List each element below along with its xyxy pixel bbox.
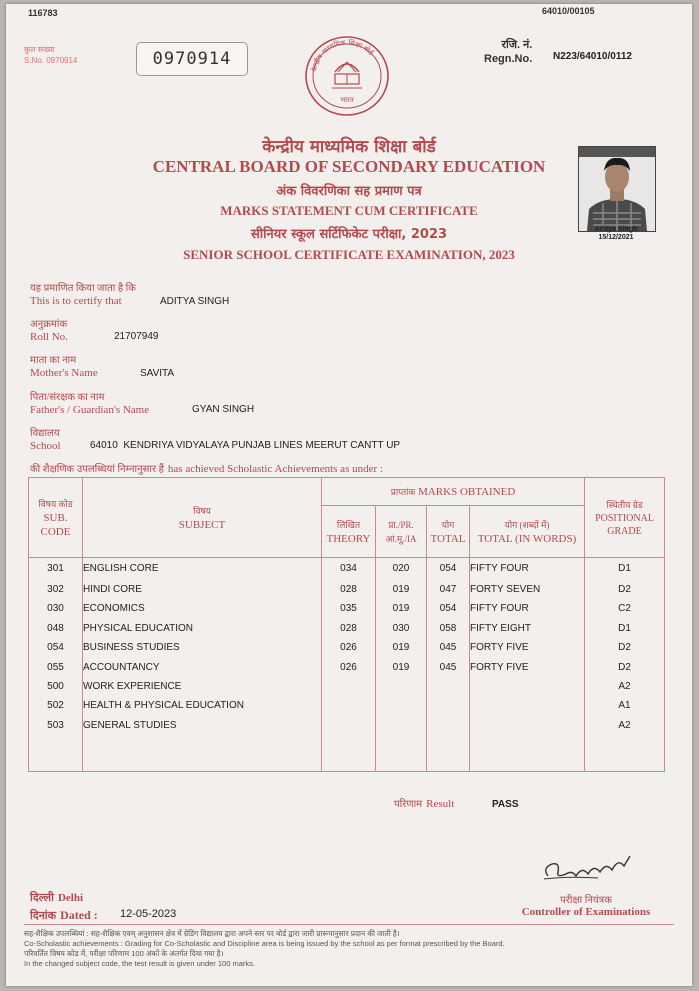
marks-table-body: [29, 558, 665, 772]
table-filler-row: [29, 735, 665, 772]
cell-total-words: FORTY FIVE: [470, 657, 585, 676]
certify-label-hindi: यह प्रमाणित किया जाता है कि: [30, 283, 136, 294]
cell-total-words: FIFTY FOUR: [470, 599, 585, 618]
roll-label: Roll No.: [30, 331, 68, 343]
exam-title: SENIOR SCHOOL CERTIFICATE EXAMINATION, 2023: [183, 247, 515, 262]
cell-ia: [376, 715, 427, 734]
header-marks-obtained: [322, 478, 585, 506]
dated-label: [30, 906, 98, 924]
smeared-serial-stamp: [24, 44, 77, 66]
controller-signature-icon: [538, 846, 638, 886]
header-total-hindi: योग: [441, 519, 455, 530]
roll-label-hindi: अनुक्रमांक: [30, 319, 68, 330]
header-total-words-hindi: योग (शब्दों में): [504, 519, 550, 530]
photo-caption-name: Aditya Singh: [594, 226, 638, 233]
achievement-statement-hindi: की शैक्षणिक उपलब्धियां निम्नानुसार हैं: [30, 464, 164, 475]
header-subject: [83, 478, 322, 558]
cell-theory: 034: [322, 558, 376, 580]
header-grade-hindi: स्थितीय ग्रेड: [606, 499, 643, 510]
cell-grade: D1: [585, 619, 665, 638]
cell-total: 045: [427, 638, 470, 657]
cell-theory: 035: [322, 599, 376, 618]
cell-theory: 026: [322, 638, 376, 657]
table-row: [29, 696, 665, 715]
header-sub-code: [29, 478, 83, 558]
place-hindi: दिल्ली: [30, 892, 54, 904]
achievement-statement: [30, 459, 383, 477]
header-theory-english: THEORY: [326, 532, 371, 545]
exam-title-hindi: सीनियर स्कूल सर्टिफिकेट परीक्षा, 2023: [250, 227, 448, 242]
student-photo: [578, 146, 656, 232]
cell-sub-code: 048: [29, 619, 83, 638]
cell-total: 045: [427, 657, 470, 676]
cell-total: 058: [427, 619, 470, 638]
header-sub-code-english: SUB. CODE: [40, 511, 71, 538]
father-label-hindi: पिता/संरक्षक का नाम: [30, 392, 105, 403]
board-name: CENTRAL BOARD OF SECONDARY EDUCATION: [152, 157, 546, 176]
cell-sub-code: 502: [29, 696, 83, 715]
cell-sub-code: 302: [29, 580, 83, 599]
controller-title: [506, 892, 666, 918]
header-sub-code-hindi: विषय कोड: [38, 498, 73, 509]
cell-subject: PHYSICAL EDUCATION: [83, 619, 322, 638]
mother-label: Mother's Name: [30, 367, 98, 379]
header-total-english: TOTAL: [430, 532, 466, 545]
empty-cell: [427, 735, 470, 772]
cell-subject: HINDI CORE: [83, 580, 322, 599]
header-total: [427, 506, 470, 558]
cell-subject: WORK EXPERIENCE: [83, 677, 322, 696]
cell-theory: [322, 696, 376, 715]
header-grade-english: POSITIONAL GRADE: [595, 512, 654, 537]
cell-ia: [376, 677, 427, 696]
header-ia-line-2: आं.मू./IA: [385, 533, 417, 544]
cell-ia: [376, 696, 427, 715]
header-positional-grade: [585, 478, 665, 558]
footnotes: [24, 929, 674, 969]
cell-total: 054: [427, 599, 470, 618]
result-label: [394, 794, 454, 812]
photo-caption-date: 15/12/2021: [598, 234, 634, 241]
cell-ia: 019: [376, 638, 427, 657]
cell-sub-code: 301: [29, 558, 83, 580]
cell-ia: 019: [376, 657, 427, 676]
cell-ia: 019: [376, 580, 427, 599]
cbse-seal-icon: [302, 34, 392, 118]
table-row: [29, 715, 665, 734]
cell-total-words: FIFTY EIGHT: [470, 619, 585, 638]
place: [30, 888, 83, 906]
smear-line-2: S.No. 0970914: [24, 56, 78, 65]
cell-total: 047: [427, 580, 470, 599]
cell-theory: 026: [322, 657, 376, 676]
cell-sub-code: 503: [29, 715, 83, 734]
table-row: [29, 657, 665, 676]
certify-label: This is to certify that: [30, 295, 122, 307]
cell-theory: [322, 677, 376, 696]
empty-cell: [322, 735, 376, 772]
right-top-code: 64010/00105: [542, 6, 595, 16]
regn-label: [484, 38, 532, 66]
dated-label-hindi: दिनांक: [30, 910, 57, 922]
header-marks-obtained-hindi: प्राप्तांक: [390, 486, 416, 497]
header-theory: [322, 506, 376, 558]
cell-total: [427, 677, 470, 696]
dated-label-english: Dated :: [60, 908, 98, 922]
mother-label-hindi: माता का नाम: [30, 355, 77, 366]
father-name: GYAN SINGH: [192, 404, 255, 415]
photo-caption: [576, 226, 656, 242]
cell-ia: 019: [376, 599, 427, 618]
controller-title-english: Controller of Examinations: [521, 906, 651, 918]
cell-grade: C2: [585, 599, 665, 618]
table-row: [29, 558, 665, 580]
cell-total: [427, 696, 470, 715]
empty-cell: [376, 735, 427, 772]
result-label-english: Result: [426, 798, 455, 810]
table-row: [29, 580, 665, 599]
cell-ia: 020: [376, 558, 427, 580]
cell-ia: 030: [376, 619, 427, 638]
cell-sub-code: 500: [29, 677, 83, 696]
cell-subject: GENERAL STUDIES: [83, 715, 322, 734]
roll-number: 21707949: [114, 331, 159, 342]
cell-grade: A2: [585, 677, 665, 696]
header-subject-english: SUBJECT: [178, 518, 226, 531]
empty-cell: [83, 735, 322, 772]
cell-sub-code: 030: [29, 599, 83, 618]
school-label: School: [30, 440, 61, 452]
header-total-words: [470, 506, 585, 558]
issue-date: 12-05-2023: [120, 908, 177, 920]
cell-theory: 028: [322, 580, 376, 599]
cell-total-words: [470, 696, 585, 715]
empty-cell: [29, 735, 83, 772]
seal-top-text: केन्द्रीय माध्यमिक शिक्षा बोर्ड: [310, 38, 375, 73]
mother-name: SAVITA: [140, 368, 175, 379]
serial-number: 0970914: [136, 42, 248, 76]
footnote-3: परिवर्तित विषय कोड में, परीक्षा परिणाम 100 अंकों के अंतर्गत दिया गया है।: [24, 949, 224, 958]
achievement-statement-english: has achieved Scholastic Achievements as under :: [167, 463, 383, 475]
cell-total-words: FORTY FIVE: [470, 638, 585, 657]
cell-theory: [322, 715, 376, 734]
empty-cell: [585, 735, 665, 772]
marks-statement-document: [6, 4, 692, 986]
smear-line-1: कुल संख्या: [24, 45, 55, 54]
cell-subject: ECONOMICS: [83, 599, 322, 618]
cell-subject: ENGLISH CORE: [83, 558, 322, 580]
header-subject-hindi: विषय: [193, 505, 211, 516]
cell-grade: A1: [585, 696, 665, 715]
cell-subject: HEALTH & PHYSICAL EDUCATION: [83, 696, 322, 715]
header-ia-line-1: प्रा./PR.: [388, 519, 414, 530]
header-theory-hindi: लिखित: [336, 519, 361, 530]
footer-divider: [24, 924, 674, 925]
marks-table: [28, 477, 665, 772]
school-label-hindi: विद्यालय: [30, 428, 60, 439]
header-ia: [376, 506, 427, 558]
cell-total-words: FIFTY FOUR: [470, 558, 585, 580]
cell-subject: ACCOUNTANCY: [83, 657, 322, 676]
table-row: [29, 619, 665, 638]
footnote-1: सह-शैक्षिक उपलब्धियां : सह-शैक्षिक एवम् अनुशासन क्षेत्र में ग्रेडिंग विद्यालय द्वारा अपने स्तर पर बोर्ड द्वारा जारी प्रारूपानुसार प्रदान की जाती है।: [24, 929, 400, 938]
result-value: PASS: [492, 799, 519, 810]
document-title-hindi: अंक विवरणिका सह प्रमाण पत्र: [276, 184, 422, 199]
cell-grade: D2: [585, 580, 665, 599]
header-marks-obtained-english: MARKS OBTAINED: [418, 485, 516, 498]
cell-grade: D2: [585, 657, 665, 676]
table-row: [29, 677, 665, 696]
cell-grade: D2: [585, 638, 665, 657]
regn-label-hi: रजि. नं.: [501, 39, 533, 51]
cell-sub-code: 054: [29, 638, 83, 657]
cell-grade: D1: [585, 558, 665, 580]
father-label: Father's / Guardian's Name: [30, 404, 150, 416]
document-title: MARKS STATEMENT CUM CERTIFICATE: [220, 203, 478, 218]
cell-total-words: FORTY SEVEN: [470, 580, 585, 599]
cell-subject: BUSINESS STUDIES: [83, 638, 322, 657]
header-total-words-english: TOTAL (IN WORDS): [477, 532, 577, 545]
cell-total-words: [470, 715, 585, 734]
table-row: [29, 599, 665, 618]
footnote-2: Co-Scholastic achievements : Grading for Co-Scholastic and Discipline area is being issued by the school as per format prescribed by the Board.: [24, 939, 505, 948]
cell-grade: A2: [585, 715, 665, 734]
seal-bottom-text: भारत: [340, 96, 354, 104]
cell-sub-code: 055: [29, 657, 83, 676]
regn-number: N223/64010/0112: [553, 51, 632, 62]
table-row: [29, 638, 665, 657]
empty-cell: [470, 735, 585, 772]
school-name: 64010 KENDRIYA VIDYALAYA PUNJAB LINES MEERUT CANTT UP: [90, 440, 401, 451]
cell-total-words: [470, 677, 585, 696]
place-english: Delhi: [57, 892, 84, 904]
cell-total: [427, 715, 470, 734]
controller-title-hindi: परीक्षा नियंत्रक: [560, 895, 612, 906]
board-name-hindi: केन्द्रीय माध्यमिक शिक्षा बोर्ड: [262, 137, 436, 157]
cell-theory: 028: [322, 619, 376, 638]
footnote-4: In the changed subject code, the test result is given under 100 marks.: [24, 959, 255, 968]
regn-label-en: Regn.No.: [484, 53, 533, 65]
left-top-code: 116783: [28, 8, 58, 18]
cell-total: 054: [427, 558, 470, 580]
result-label-hindi: परिणाम: [394, 799, 423, 810]
candidate-name: ADITYA SINGH: [160, 296, 230, 307]
